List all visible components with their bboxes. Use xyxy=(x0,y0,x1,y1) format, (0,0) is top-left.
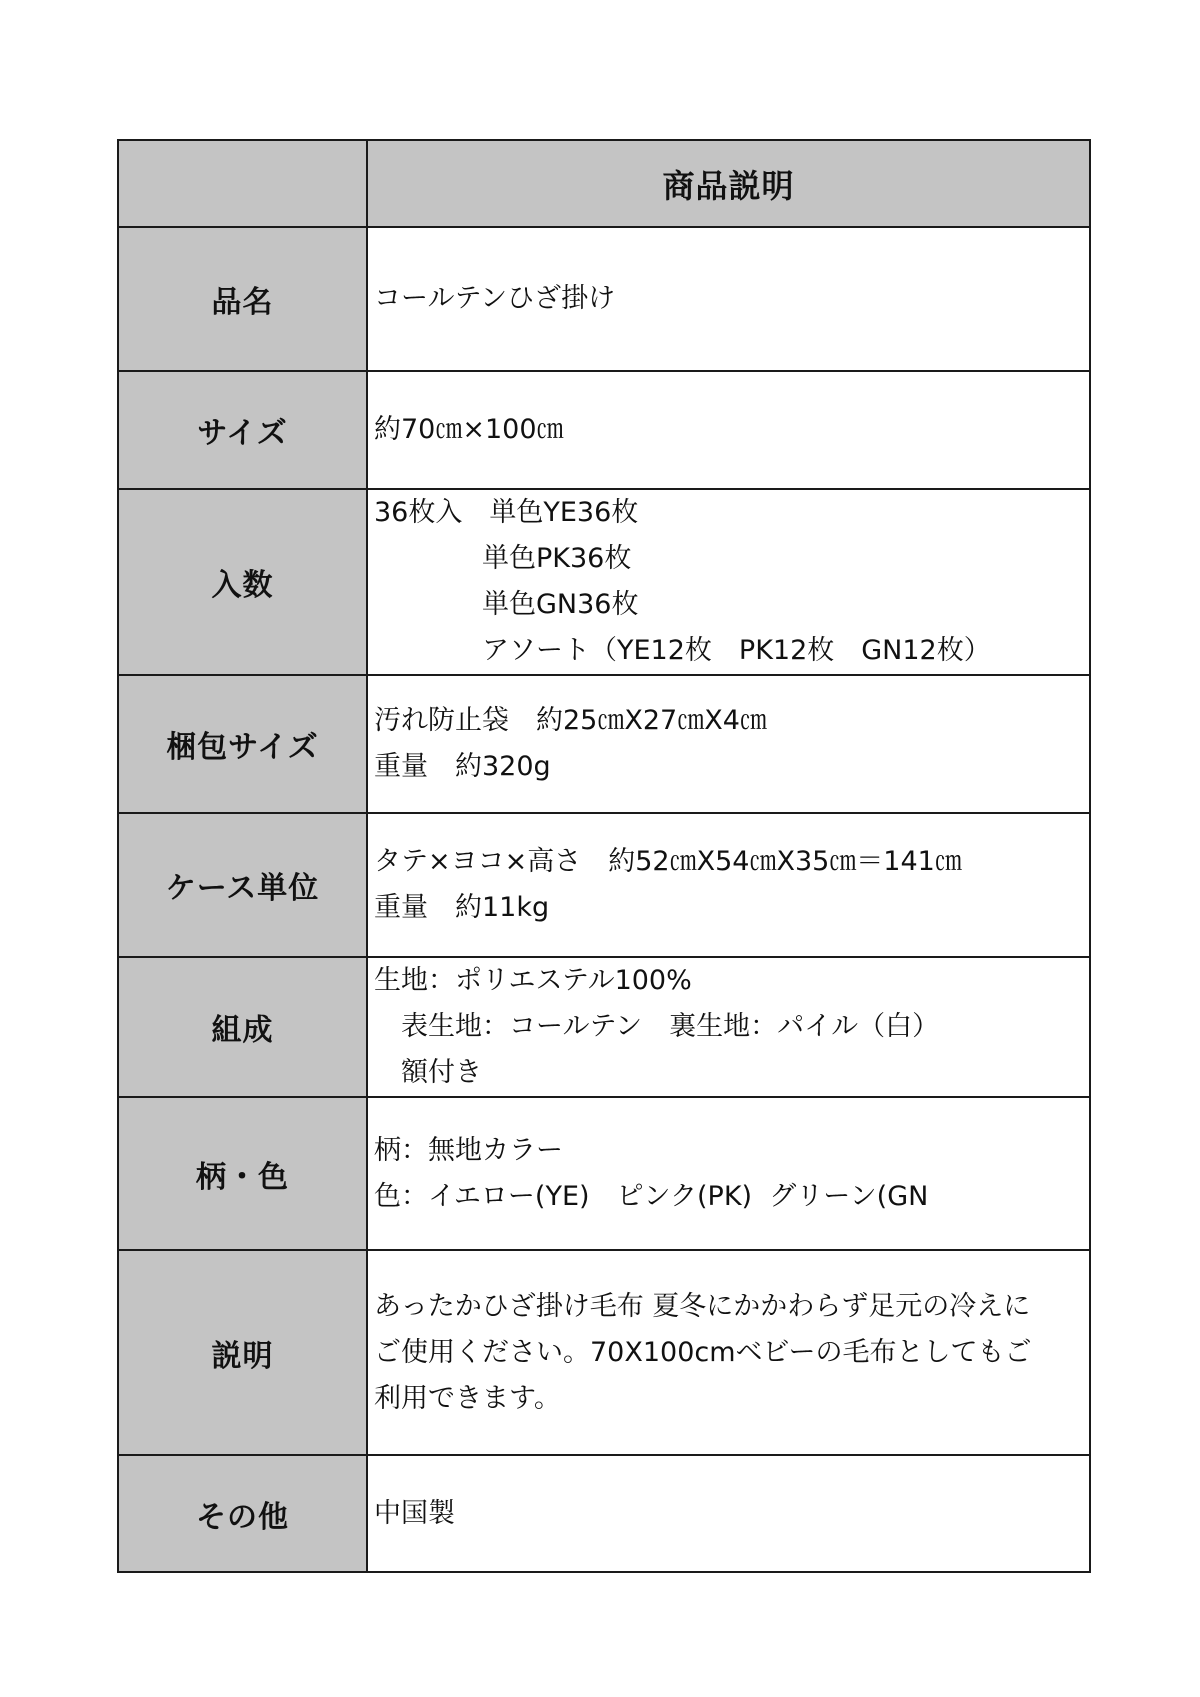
value-line: 表生地：コールテン 裏生地：パイル（白） xyxy=(374,1011,940,1042)
row-label-other: その他 xyxy=(118,1455,367,1572)
value-line: 36枚入 単色YE36枚 xyxy=(374,497,639,528)
table-row-other xyxy=(118,1455,1090,1572)
row-value-package-size xyxy=(367,675,1090,813)
row-label-pattern-color: 柄・色 xyxy=(118,1097,367,1250)
table-header-row xyxy=(118,140,1090,227)
row-label-description: 説明 xyxy=(118,1250,367,1455)
value-line: アソート（YE12枚 PK12枚 GN12枚） xyxy=(374,635,991,666)
table-row-description xyxy=(118,1250,1090,1455)
header-label-cell xyxy=(118,140,367,227)
value-line: 単色PK36枚 xyxy=(374,543,632,574)
table-row-composition xyxy=(118,957,1090,1097)
row-label-size: サイズ xyxy=(118,371,367,489)
row-value-other xyxy=(367,1455,1090,1572)
value-line: タテ×ヨコ×高さ 約52㎝X54㎝X35㎝＝141㎝ xyxy=(374,846,962,877)
value-line: あったかひざ掛け毛布 夏冬にかかわらず足元の冷えに xyxy=(374,1290,1031,1322)
value-line: 単色GN36枚 xyxy=(374,589,639,620)
value-line: 利用できます。 xyxy=(374,1382,561,1414)
row-label-case-unit: ケース単位 xyxy=(118,813,367,957)
table-row-quantity xyxy=(118,489,1090,675)
row-label-package-size: 梱包サイズ xyxy=(118,675,367,813)
value-line: 柄：無地カラー xyxy=(374,1134,563,1166)
row-value-case-unit xyxy=(367,813,1090,957)
value-line: 額付き xyxy=(374,1057,482,1088)
table-row-product-name xyxy=(118,227,1090,371)
table-title: 商品説明 xyxy=(367,140,1090,227)
value-line: 色：イエロー(YE) ピンク(PK) グリーン(GN xyxy=(374,1180,929,1212)
row-value-size xyxy=(367,371,1090,489)
value-line: 汚れ防止袋 約25㎝X27㎝X4㎝ xyxy=(374,705,767,736)
row-label-quantity: 入数 xyxy=(118,489,367,675)
row-value-description xyxy=(367,1250,1090,1455)
table-row-pattern-color xyxy=(118,1097,1090,1250)
value-line: 重量 約11kg xyxy=(374,892,550,923)
row-value-pattern-color xyxy=(367,1097,1090,1250)
row-label-product-name: 品名 xyxy=(118,227,367,371)
value-line: 中国製 xyxy=(374,1497,455,1529)
value-line: ご使用ください。70X100cmベビーの毛布としてもご xyxy=(374,1336,1032,1368)
value-line: 生地：ポリエステル100% xyxy=(374,965,692,996)
product-spec-table xyxy=(117,139,1091,1573)
table-row-case-unit xyxy=(118,813,1090,957)
row-value-quantity xyxy=(367,489,1090,675)
value-line: コールテンひざ掛け xyxy=(374,283,616,314)
row-value-product-name xyxy=(367,227,1090,371)
table-row-package-size xyxy=(118,675,1090,813)
value-line: 重量 約320g xyxy=(374,751,551,782)
row-label-composition: 組成 xyxy=(118,957,367,1097)
row-value-composition xyxy=(367,957,1090,1097)
table-row-size xyxy=(118,371,1090,489)
value-line: 約70㎝×100㎝ xyxy=(374,414,564,445)
